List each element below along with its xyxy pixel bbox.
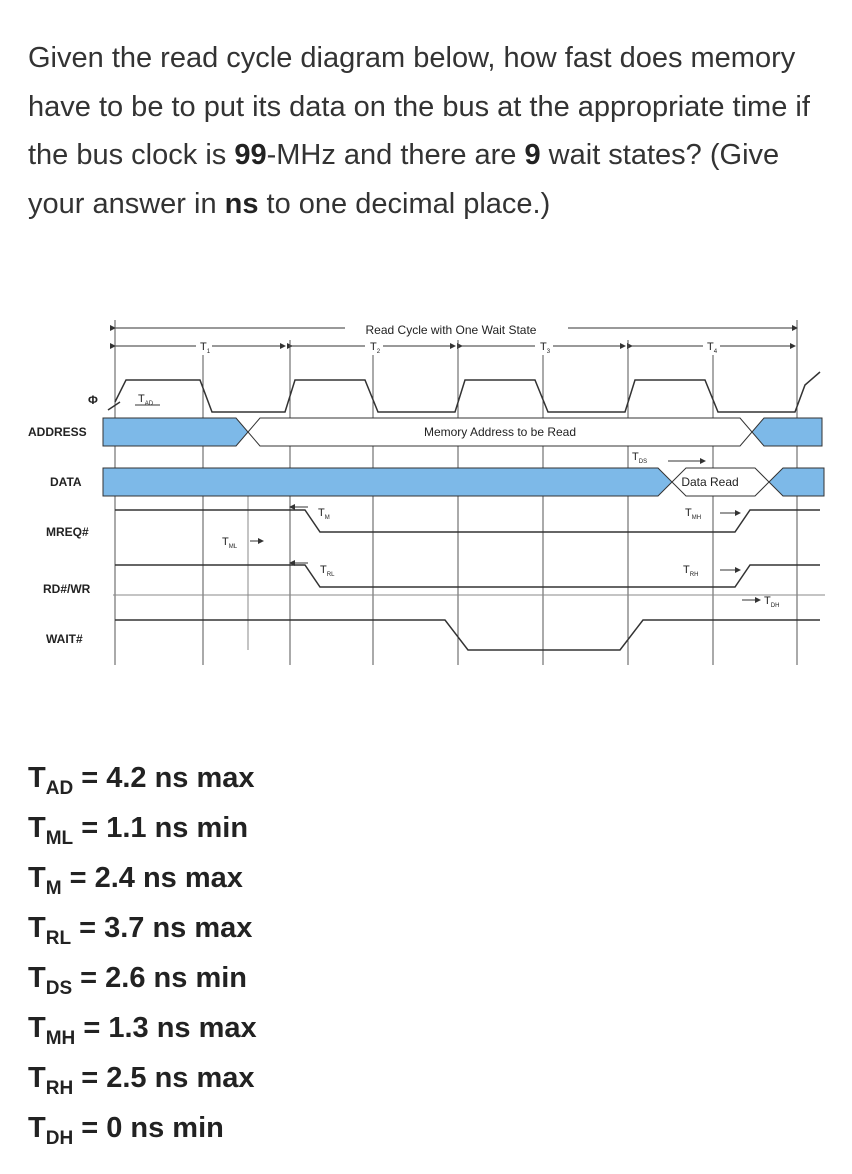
- param-tds: $T_{DS} = 2.6$ ns min: [28, 962, 248, 999]
- tml-label: $T_{ML}$: [222, 536, 238, 550]
- data-pre: [103, 468, 672, 496]
- label-wait: WAIT#: [46, 632, 83, 646]
- state-t3: $T_3$: [540, 341, 551, 355]
- clock-value: 99: [234, 139, 267, 171]
- tm-label: $T_M$: [318, 507, 330, 521]
- tds-label: $T_{DS}$: [632, 451, 648, 465]
- tdh-label: $T_{DH}$: [764, 595, 780, 609]
- parameter-list: [28, 762, 257, 1162]
- data-post: [769, 468, 824, 496]
- param-tm: $T_M = 2.4$ ns max: [28, 862, 243, 899]
- clock-waveform: [115, 372, 820, 412]
- param-tml: $T_{ML} = 1.1$ ns min: [28, 812, 249, 849]
- diagram-title: Read Cycle with One Wait State: [365, 323, 537, 337]
- address-text: Memory Address to be Read: [423, 425, 577, 439]
- question-part2: -MHz and there are: [266, 139, 525, 171]
- wait-value: 9: [524, 139, 541, 171]
- rdwr-waveform: [115, 565, 820, 587]
- wait-waveform: [115, 620, 820, 650]
- label-address: ADDRESS: [28, 425, 87, 439]
- param-trh: $T_{RH} = 2.5$ ns max: [28, 1062, 255, 1099]
- state-t2: $T_2$: [370, 341, 381, 355]
- tad-label: $T_{AD}$: [138, 393, 154, 407]
- label-clock: Φ: [88, 393, 98, 407]
- trl-label: $T_{RL}$: [320, 564, 335, 578]
- param-trl: $T_{RL} = 3.7$ ns max: [28, 912, 253, 949]
- timing-diagram: [0, 310, 852, 670]
- label-data: DATA: [50, 475, 82, 489]
- address-post: [752, 418, 822, 446]
- label-mreq: MREQ#: [46, 525, 89, 539]
- state-t1: $T_1$: [200, 341, 211, 355]
- param-tdh: $T_{DH} = 0$ ns min: [28, 1112, 224, 1149]
- trh-label: $T_{RH}$: [683, 564, 699, 578]
- label-rdwr: RD#/WR: [43, 582, 91, 596]
- data-text: Data Read: [681, 475, 739, 489]
- question-part1: Given the read cycle diagram below, how fast does memory have to be to put its data on the bus at the appropriate time if the bus clock is: [28, 42, 810, 171]
- question-text: [28, 34, 828, 228]
- state-t4: $T_4$: [707, 341, 718, 355]
- unit-value: ns: [224, 187, 259, 220]
- param-tmh: $T_{MH} = 1.3$ ns max: [28, 1012, 257, 1049]
- question-part3: wait states? (Give your answer in: [28, 139, 780, 220]
- tmh-label: $T_{MH}$: [685, 507, 702, 521]
- param-tad: $T_{AD} = 4.2$ ns max: [28, 762, 255, 799]
- address-pre: [103, 418, 248, 446]
- mreq-waveform: [115, 510, 820, 532]
- question-part4: to one decimal place.): [258, 187, 551, 220]
